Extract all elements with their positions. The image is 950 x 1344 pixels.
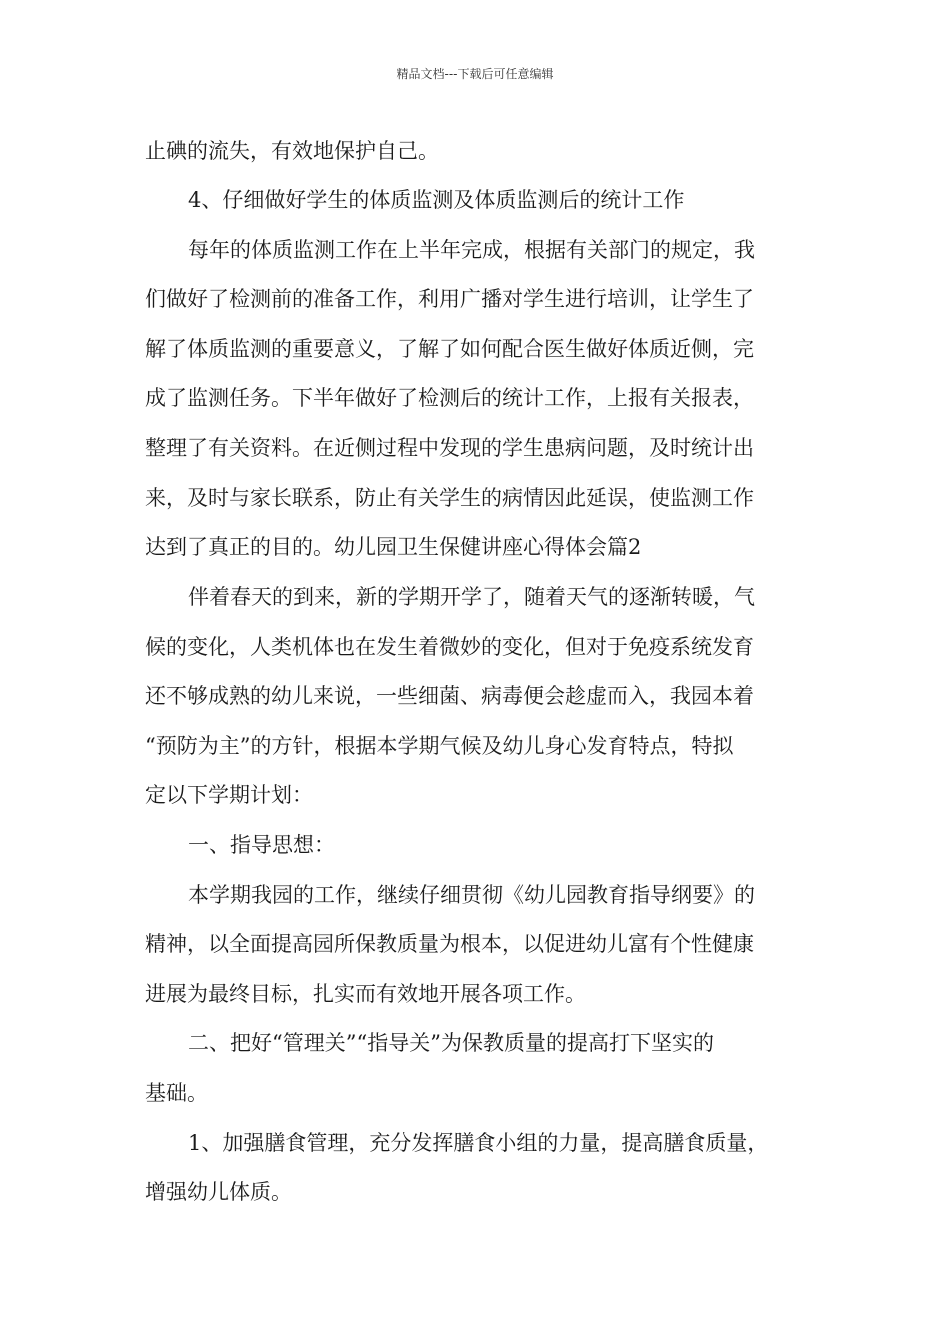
text-line: 每年的体质监测工作在上半年完成，根据有关部门的规定，我 (188, 238, 755, 262)
section-heading: 4、仔细做好学生的体质监测及体质监测后的统计工作 (188, 188, 685, 212)
section-heading: 二、把好“管理关”“指导关”为保教质量的提高打下坚实的 (188, 1031, 714, 1055)
text-line: 定以下学期计划： (145, 783, 313, 807)
text-line: 候的变化，人类机体也在发生着微妙的变化，但对于免疫系统发育 (145, 635, 754, 659)
text-line: 伴着春天的到来，新的学期开学了，随着天气的逐渐转暖，气 (188, 585, 755, 609)
section-heading: 一、指导思想： (188, 833, 335, 857)
text-line: 基础。 (145, 1081, 208, 1105)
text-line: 精神，以全面提高园所保教质量为根本，以促进幼儿富有个性健康 (145, 932, 754, 956)
text-line: 来，及时与家长联系，防止有关学生的病情因此延误，使监测工作 (145, 486, 754, 510)
text-line: 本学期我园的工作，继续仔细贯彻《幼儿园教育指导纲要》的 (188, 883, 755, 907)
text-line: 达到了真正的目的。幼儿园卫生保健讲座心得体会篇2 (145, 535, 642, 559)
text-line: 成了监测任务。下半年做好了检测后的统计工作，上报有关报表， (145, 386, 754, 410)
text-line: “预防为主”的方针，根据本学期气候及幼儿身心发育特点，特拟 (145, 734, 734, 758)
text-line: 增强幼儿体质。 (145, 1180, 292, 1204)
text-line: 解了体质监测的重要意义，了解了如何配合医生做好体质近侧，完 (145, 337, 754, 361)
text-line: 进展为最终目标，扎实而有效地开展各项工作。 (145, 982, 586, 1006)
text-line: 还不够成熟的幼儿来说，一些细菌、病毒便会趁虚而入，我园本着 (145, 684, 754, 708)
text-line: 们做好了检测前的准备工作，利用广播对学生进行培训，让学生了 (145, 287, 754, 311)
text-line: 1、加强膳食管理，充分发挥膳食小组的力量，提高膳食质量， (188, 1131, 769, 1155)
text-line: 整理了有关资料。在近侧过程中发现的学生患病问题，及时统计出 (145, 436, 754, 460)
text-line: 止碘的流失，有效地保护自己。 (145, 139, 439, 163)
page-header: 精品文档---下载后可任意编辑 (396, 67, 554, 81)
